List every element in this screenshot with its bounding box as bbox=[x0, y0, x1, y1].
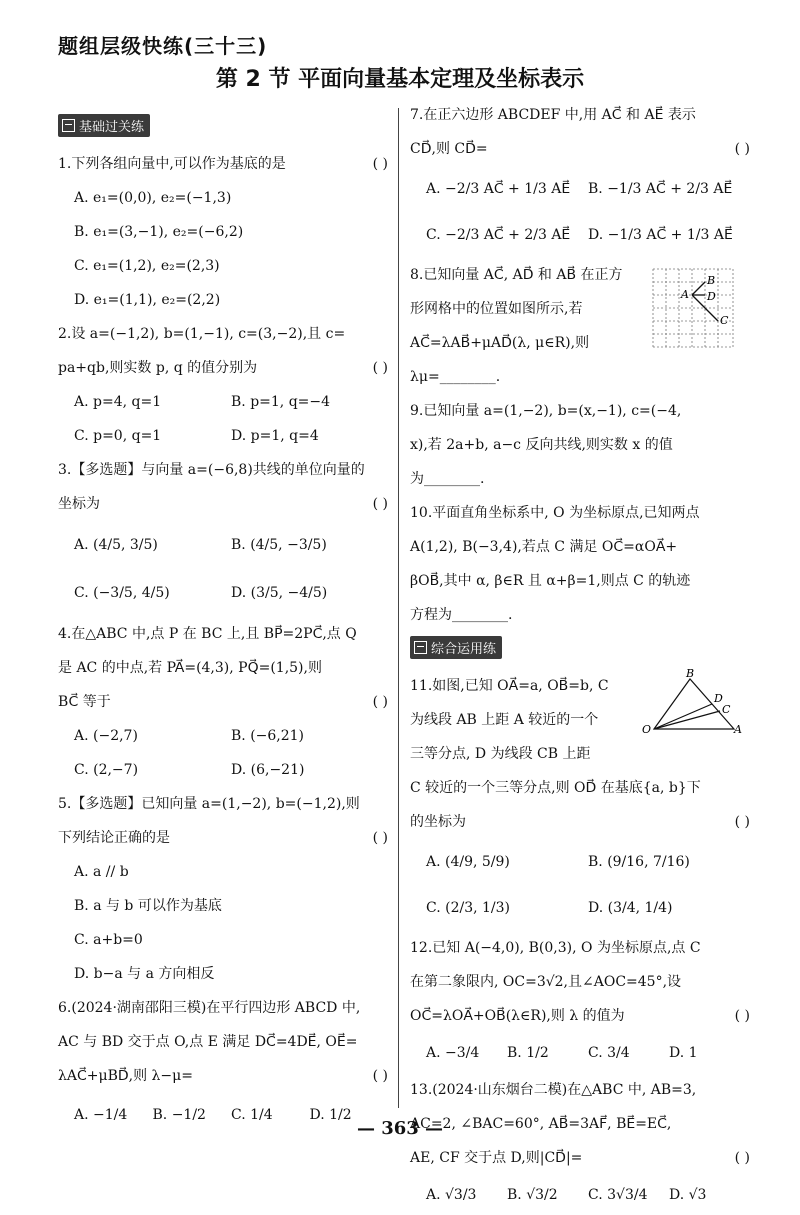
question-stem-cont: CD⃗,则 CD⃗= bbox=[410, 141, 488, 157]
option-c: C. a+b=0 bbox=[74, 932, 143, 948]
question-stem-cont: pa+qb,则实数 p, q 的值分别为 bbox=[58, 360, 258, 376]
question-stem-cont: BC⃗ 等于 bbox=[58, 694, 111, 710]
question-stem: 1.下列各组向量中,可以作为基底的是 bbox=[58, 156, 286, 172]
answer-bracket: ( ) bbox=[734, 1150, 750, 1166]
book-icon bbox=[62, 119, 75, 132]
question-stem: 13.(2024·山东烟台二模)在△ABC 中, AB=3, bbox=[410, 1082, 697, 1098]
question-10 bbox=[410, 496, 750, 632]
option-b: B. (4/5, −3/5) bbox=[231, 537, 327, 553]
answer-bracket: ( ) bbox=[734, 1008, 750, 1024]
option-c: C. 1/4 bbox=[231, 1107, 273, 1123]
page-number: — 363 — bbox=[356, 1118, 444, 1139]
question-stem-cont: βOB⃗,其中 α, β∈R 且 α+β=1,则点 C 的轨迹 bbox=[410, 573, 691, 589]
question-stem: 3.【多选题】与向量 a=(−6,8)共线的单位向量的 bbox=[58, 462, 365, 478]
answer-bracket: ( ) bbox=[734, 814, 750, 830]
option-b: B. a 与 b 可以作为基底 bbox=[74, 898, 222, 914]
question-stem-cont: 形网格中的位置如图所示,若 bbox=[410, 301, 583, 317]
answer-bracket: ( ) bbox=[372, 496, 388, 512]
question-13 bbox=[410, 1073, 750, 1215]
right-column bbox=[410, 98, 750, 1215]
label-a: A bbox=[734, 723, 742, 736]
question-stem: 10.平面直角坐标系中, O 为坐标原点,已知两点 bbox=[410, 505, 700, 521]
question-stem-cont: C 较近的一个三等分点,则 OD⃗ 在基底{a, b}下 bbox=[410, 780, 701, 796]
option-a: A. (4/9, 5/9) bbox=[426, 854, 510, 870]
option-d: D. e₁=(1,1), e₂=(2,2) bbox=[74, 292, 221, 308]
question-9 bbox=[410, 394, 750, 496]
answer-bracket: ( ) bbox=[372, 156, 388, 172]
option-c: C. (−3/5, 4/5) bbox=[74, 585, 170, 601]
option-d: D. √3 bbox=[669, 1187, 707, 1203]
option-d: D. b−a 与 a 方向相反 bbox=[74, 966, 215, 982]
question-stem: 11.如图,已知 OA⃗=a, OB⃗=b, C bbox=[410, 678, 609, 694]
question-stem: 5.【多选题】已知向量 a=(1,−2), b=(−1,2),则 bbox=[58, 796, 360, 812]
option-d: D. 1/2 bbox=[309, 1107, 352, 1123]
label-b: B bbox=[686, 669, 695, 680]
question-stem: 9.已知向量 a=(1,−2), b=(x,−1), c=(−4, bbox=[410, 403, 682, 419]
column-divider bbox=[398, 108, 399, 1108]
option-b: B. √3/2 bbox=[507, 1187, 558, 1203]
option-d: D. (3/5, −4/5) bbox=[231, 585, 328, 601]
question-stem-cont: 的坐标为 bbox=[410, 814, 466, 830]
option-a: A. a // b bbox=[74, 864, 129, 880]
label-c: C bbox=[720, 314, 729, 327]
option-b: B. 1/2 bbox=[507, 1045, 549, 1061]
question-2 bbox=[58, 317, 388, 453]
option-b: B. (9/16, 7/16) bbox=[588, 854, 690, 870]
label-d: D bbox=[714, 692, 723, 705]
option-a: A. e₁=(0,0), e₂=(−1,3) bbox=[74, 190, 232, 206]
question-5 bbox=[58, 787, 388, 991]
question-7 bbox=[410, 98, 750, 258]
question-stem-cont: AC 与 BD 交于点 O,点 E 满足 DC⃗=4DE⃗, OE⃗= bbox=[58, 1034, 358, 1050]
question-stem-cont: AC=2, ∠BAC=60°, AB⃗=3AF⃗, BE⃗=EC⃗, bbox=[410, 1116, 672, 1132]
option-b: B. −1/2 bbox=[152, 1107, 206, 1123]
label-c: C bbox=[722, 703, 731, 716]
question-stem-cont: λAC⃗+μBD⃗,则 λ−μ= bbox=[58, 1068, 193, 1084]
section-label: 基础过关练 bbox=[79, 120, 145, 135]
question-stem: 6.(2024·湖南邵阳三模)在平行四边形 ABCD 中, bbox=[58, 1000, 361, 1016]
option-b: B. −1/3 AC⃗ + 2/3 AE⃗ bbox=[588, 181, 733, 197]
question-12 bbox=[410, 931, 750, 1073]
option-d: D. p=1, q=4 bbox=[231, 428, 319, 444]
question-stem-cont: 三等分点, D 为线段 CB 上距 bbox=[410, 746, 591, 762]
option-d: D. (6,−21) bbox=[231, 762, 305, 778]
question-1 bbox=[58, 147, 388, 317]
question-stem: 8.已知向量 AC⃗, AD⃗ 和 AB⃗ 在正方 bbox=[410, 267, 623, 283]
question-stem-cont: A(1,2), B(−3,4),若点 C 满足 OC⃗=αOA⃗+ bbox=[410, 539, 678, 555]
option-c: C. −2/3 AC⃗ + 2/3 AE⃗ bbox=[426, 227, 571, 243]
option-b: B. e₁=(3,−1), e₂=(−6,2) bbox=[74, 224, 244, 240]
section-badge-applied bbox=[410, 636, 502, 659]
label-o: O bbox=[642, 723, 652, 736]
question-stem-cont: 下列结论正确的是 bbox=[58, 830, 170, 846]
book-icon bbox=[414, 641, 427, 654]
option-b: B. (−6,21) bbox=[231, 728, 305, 744]
answer-bracket: ( ) bbox=[372, 830, 388, 846]
option-c: C. 3√3/4 bbox=[588, 1187, 648, 1203]
question-11 bbox=[410, 669, 750, 931]
option-c: C. (2/3, 1/3) bbox=[426, 900, 510, 916]
section-badge-basic bbox=[58, 114, 150, 137]
answer-bracket: ( ) bbox=[372, 694, 388, 710]
answer-bracket: ( ) bbox=[372, 360, 388, 376]
option-a: A. √3/3 bbox=[426, 1187, 477, 1203]
section-label: 综合运用练 bbox=[431, 642, 497, 657]
question-stem: 4.在△ABC 中,点 P 在 BC 上,且 BP⃗=2PC⃗,点 Q bbox=[58, 626, 357, 642]
question-stem-cont: AC⃗=λAB⃗+μAD⃗(λ, μ∈R),则 bbox=[410, 335, 590, 351]
question-stem-cont: 是 AC 的中点,若 PA⃗=(4,3), PQ⃗=(1,5),则 bbox=[58, 660, 322, 676]
label-a: A bbox=[681, 288, 689, 301]
label-b: B bbox=[707, 274, 716, 287]
question-stem-cont: 坐标为 bbox=[58, 496, 100, 512]
option-a: A. p=4, q=1 bbox=[74, 394, 162, 410]
option-c: C. (2,−7) bbox=[74, 762, 139, 778]
question-4 bbox=[58, 617, 388, 787]
option-c: C. p=0, q=1 bbox=[74, 428, 162, 444]
question-6 bbox=[58, 991, 388, 1137]
option-a: A. −2/3 AC⃗ + 1/3 AE⃗ bbox=[426, 181, 571, 197]
option-a: A. (4/5, 3/5) bbox=[74, 537, 158, 553]
question-stem-cont: 为线段 AB 上距 A 较近的一个 bbox=[410, 712, 599, 728]
question-stem-cont: 为________. bbox=[410, 471, 485, 487]
question-stem-cont: OC⃗=λOA⃗+OB⃗(λ∈R),则 λ 的值为 bbox=[410, 1008, 625, 1024]
question-stem: 7.在正六边形 ABCDEF 中,用 AC⃗ 和 AE⃗ 表示 bbox=[410, 107, 696, 123]
option-d: D. −1/3 AC⃗ + 1/3 AE⃗ bbox=[588, 227, 733, 243]
question-3 bbox=[58, 453, 388, 617]
question-8 bbox=[410, 258, 750, 394]
option-c: C. e₁=(1,2), e₂=(2,3) bbox=[74, 258, 220, 274]
question-stem-cont: 在第二象限内, OC=3√2,且∠AOC=45°,设 bbox=[410, 974, 682, 990]
page-title: 第 2 节 平面向量基本定理及坐标表示 bbox=[215, 67, 585, 92]
option-a: A. −3/4 bbox=[426, 1045, 480, 1061]
grid-figure bbox=[648, 264, 738, 356]
left-column bbox=[58, 110, 388, 1137]
label-d: D bbox=[707, 290, 716, 303]
question-stem: 12.已知 A(−4,0), B(0,3), O 为坐标原点,点 C bbox=[410, 940, 701, 956]
answer-bracket: ( ) bbox=[734, 141, 750, 157]
answer-bracket: ( ) bbox=[372, 1068, 388, 1084]
option-d: D. (3/4, 1/4) bbox=[588, 900, 673, 916]
question-stem-cont: 方程为________. bbox=[410, 607, 513, 623]
option-b: B. p=1, q=−4 bbox=[231, 394, 331, 410]
series-title: 题组层级快练(三十三) bbox=[58, 34, 268, 58]
question-stem-cont: λμ=________. bbox=[410, 369, 501, 385]
question-stem: 2.设 a=(−1,2), b=(1,−1), c=(3,−2),且 c= bbox=[58, 326, 346, 342]
question-stem-cont: AE, CF 交于点 D,则|CD⃗|= bbox=[410, 1150, 583, 1166]
option-c: C. 3/4 bbox=[588, 1045, 630, 1061]
option-d: D. 1 bbox=[669, 1045, 698, 1061]
triangle-figure bbox=[642, 669, 742, 739]
option-a: A. −1/4 bbox=[74, 1107, 128, 1123]
question-stem-cont: x),若 2a+b, a−c 反向共线,则实数 x 的值 bbox=[410, 437, 673, 453]
option-a: A. (−2,7) bbox=[74, 728, 138, 744]
